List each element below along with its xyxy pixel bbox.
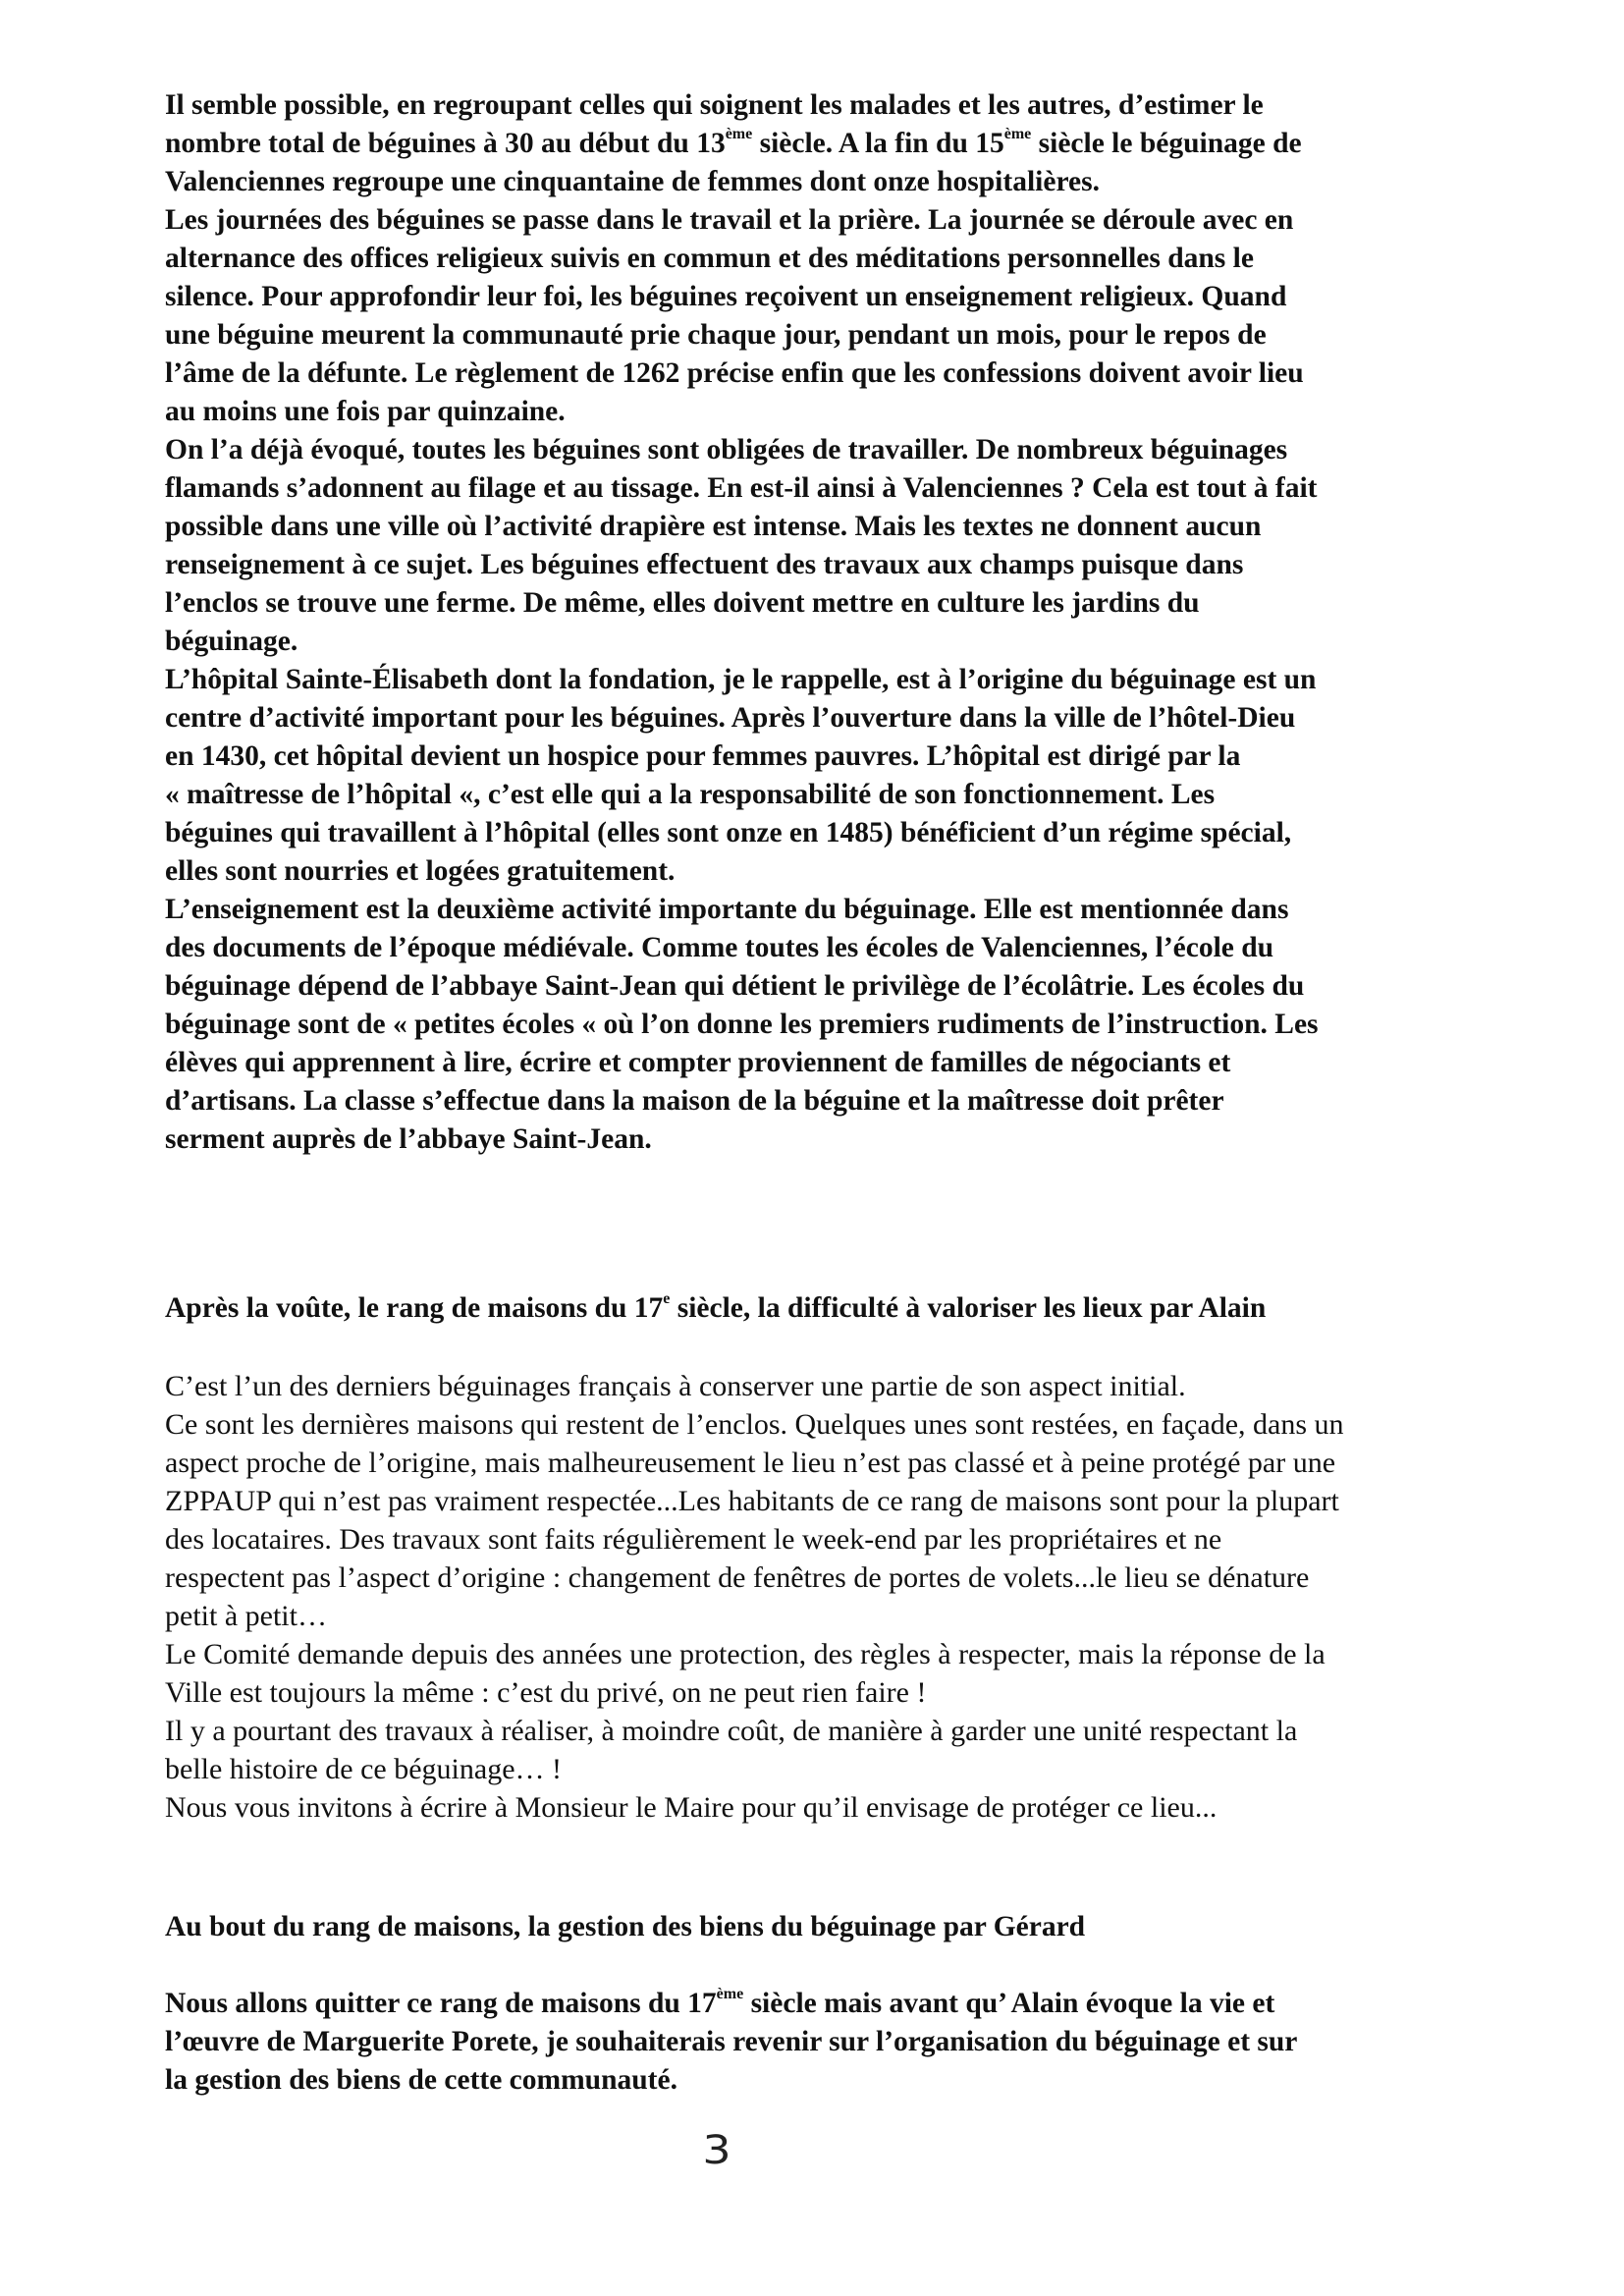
- text-line: C’est l’un des derniers béguinages français à conserver une partie de son aspect initial.: [165, 1370, 1186, 1402]
- text-line: l’œuvre de Marguerite Porete, je souhaiterais revenir sur l’organisation du béguinage et sur: [165, 2026, 1298, 2057]
- section-heading-gerard: Au bout du rang de maisons, la gestion des biens du béguinage par Gérard: [165, 1911, 1086, 1942]
- text-line: l’âme de la défunte. Le règlement de 1262 précise enfin que les confessions doivent avoir lieu: [165, 357, 1304, 389]
- text-line: serment auprès de l’abbaye Saint-Jean.: [165, 1123, 652, 1155]
- text-line: Il y a pourtant des travaux à réaliser, à moindre coût, de manière à garder une unité respectant la: [165, 1715, 1298, 1747]
- page-number: 3: [702, 2128, 731, 2173]
- text-line: silence. Pour approfondir leur foi, les béguines reçoivent un enseignement religieux. Quand: [165, 281, 1287, 312]
- text-line: elles sont nourries et logées gratuitement.: [165, 855, 676, 887]
- text-line: respectent pas l’aspect d’origine : changement de fenêtres de portes de volets...le lieu se dénature: [165, 1561, 1310, 1594]
- text-line: flamands s’adonnent au filage et au tissage. En est-il ainsi à Valenciennes ? Cela est tout à fait: [165, 472, 1318, 504]
- text-line: belle histoire de ce béguinage… !: [165, 1753, 563, 1785]
- text-line: Valenciennes regroupe une cinquantaine de femmes dont onze hospitalières.: [165, 166, 1100, 197]
- text-line: Il semble possible, en regroupant celles qui soignent les malades et les autres, d’estimer le: [165, 89, 1264, 121]
- text-line: Les journées des béguines se passe dans le travail et la prière. La journée se déroule avec en: [165, 204, 1294, 236]
- text-line: centre d’activité important pour les béguines. Après l’ouverture dans la ville de l’hôtel-Dieu: [165, 702, 1296, 734]
- text-line: petit à petit…: [165, 1600, 327, 1632]
- text-line: Nous vous invitons à écrire à Monsieur le Maire pour qu’il envisage de protéger ce lieu...: [165, 1791, 1218, 1824]
- text-line: d’artisans. La classe s’effectue dans la maison de la béguine et la maîtresse doit prêter: [165, 1085, 1224, 1117]
- text-line: au moins une fois par quinzaine.: [165, 396, 566, 427]
- text-line: L’hôpital Sainte-Élisabeth dont la fondation, je le rappelle, est à l’origine du béguinage est un: [165, 664, 1317, 695]
- section-heading-alain: Après la voûte, le rang de maisons du 17e siècle, la difficulté à valoriser les lieux par Alain: [165, 1290, 1267, 1324]
- text-line: béguinage sont de « petites écoles « où l’on donne les premiers rudiments de l’instruction. Les: [165, 1009, 1319, 1040]
- text-line: possible dans une ville où l’activité drapière est intense. Mais les textes ne donnent aucun: [165, 511, 1262, 542]
- text-line: « maîtresse de l’hôpital «, c’est elle qui a la responsabilité de son fonctionnement. Les: [165, 779, 1216, 810]
- paragraph-beguines-life: [165, 86, 1520, 1159]
- text-line: L’enseignement est la deuxième activité importante du béguinage. Elle est mentionnée dans: [165, 894, 1289, 925]
- text-line: On l’a déjà évoqué, toutes les béguines sont obligées de travailler. De nombreux béguinages: [165, 434, 1288, 465]
- text-line: élèves qui apprennent à lire, écrire et compter proviennent de familles de négociants et: [165, 1047, 1231, 1078]
- text-line: béguines qui travaillent à l’hôpital (elles sont onze en 1485) bénéficient d’un régime spécial,: [165, 817, 1292, 848]
- text-line: des documents de l’époque médiévale. Comme toutes les écoles de Valenciennes, l’école du: [165, 932, 1274, 963]
- paragraph-row-of-houses: [165, 1367, 1520, 1827]
- text-line: ZPPAUP qui n’est pas vraiment respectée...Les habitants de ce rang de maisons sont pour la plupart: [165, 1485, 1339, 1517]
- text-line: alternance des offices religieux suivis en commun et des méditations personnelles dans le: [165, 243, 1254, 274]
- text-line: nombre total de béguines à 30 au début du 13ème siècle. A la fin du 15ème siècle le béguinage de: [165, 126, 1302, 159]
- text-line: une béguine meurent la communauté prie chaque jour, pendant un mois, pour le repos de: [165, 319, 1267, 351]
- text-line: des locataires. Des travaux sont faits régulièrement le week-end par les propriétaires et ne: [165, 1523, 1222, 1556]
- text-line: Ville est toujours la même : c’est du privé, on ne peut rien faire !: [165, 1676, 927, 1709]
- text-line: la gestion des biens de cette communauté.: [165, 2064, 677, 2096]
- text-line: béguinage.: [165, 626, 298, 657]
- text-line: béguinage dépend de l’abbaye Saint-Jean qui détient le privilège de l’écolâtrie. Les écoles du: [165, 970, 1305, 1002]
- text-line: renseignement à ce sujet. Les béguines effectuent des travaux aux champs puisque dans: [165, 549, 1244, 580]
- text-line: l’enclos se trouve une ferme. De même, elles doivent mettre en culture les jardins du: [165, 587, 1200, 619]
- text-line: Nous allons quitter ce rang de maisons du 17ème siècle mais avant qu’ Alain évoque la vie et: [165, 1986, 1275, 2019]
- text-line: en 1430, cet hôpital devient un hospice pour femmes pauvres. L’hôpital est dirigé par la: [165, 740, 1241, 772]
- text-line: Ce sont les dernières maisons qui restent de l’enclos. Quelques unes sont restées, en façade, dans un: [165, 1408, 1344, 1441]
- paragraph-property-management: [165, 1985, 1520, 2100]
- text-line: Le Comité demande depuis des années une protection, des règles à respecter, mais la réponse de la: [165, 1638, 1326, 1670]
- text-line: aspect proche de l’origine, mais malheureusement le lieu n’est pas classé et à peine protégé par une: [165, 1447, 1336, 1479]
